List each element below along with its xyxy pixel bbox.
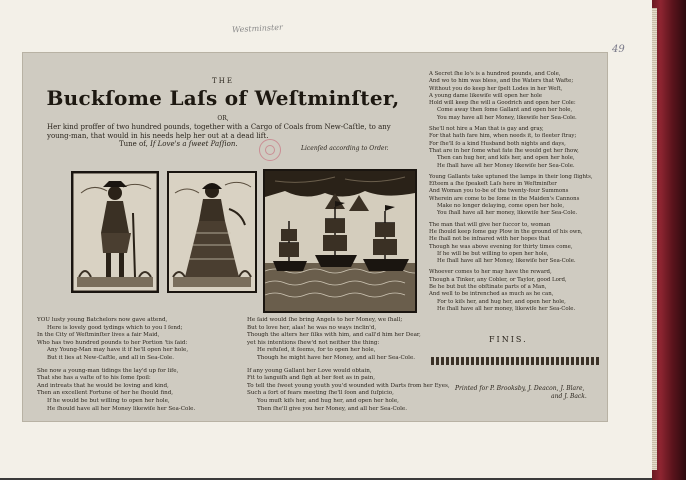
ornament-rule bbox=[431, 357, 601, 365]
verse-column-middle bbox=[247, 317, 450, 413]
tune-name: If Love's a ſweet Paſſion. bbox=[150, 140, 238, 148]
verse-column-right bbox=[429, 71, 593, 313]
verse-line: Be he but but the obſtinate parts of a Man, bbox=[429, 284, 547, 291]
verse-line: In the City of Weſtminſter lives a fair Maid, bbox=[37, 332, 160, 339]
verse-line: Then ſhe'll give you her Money, and all her Sea-Cole. bbox=[257, 405, 408, 412]
verse-line: Come away then ſome Gallant and open her hole, bbox=[437, 107, 573, 114]
left-column bbox=[23, 53, 450, 421]
verse-line: yet his intentions ſhew'd not neither the thing: bbox=[247, 339, 380, 346]
woodcut-gentleman bbox=[71, 171, 159, 293]
verse-line: Here is lovely good tydings which to you I ſend; bbox=[47, 324, 183, 331]
verse-line: You ſhall have all her money, likewiſe her Sea-Cole. bbox=[437, 210, 578, 217]
verse-line: Though he might have her Money, and all her Sea-Cole. bbox=[257, 354, 416, 361]
verse-line: Then can hug her, and kiſs her, and open her hole, bbox=[437, 155, 575, 162]
verse-line: Whoever comes to her may have the reward, bbox=[429, 269, 552, 276]
title-or: OR, bbox=[217, 115, 229, 122]
verse-line: The man that will give her ſuccor to, woman bbox=[429, 221, 551, 228]
verse-line: Without you do keep her ſpelt Lodes in her Weſt, bbox=[429, 85, 563, 92]
verse-line: She'll not hire a Man that is gay and gray, bbox=[429, 126, 544, 133]
imprint-line: and J. Back. bbox=[551, 393, 587, 400]
verse-line: He ſaid would ſhe bring Angels to her Money, we ſhall; bbox=[247, 317, 403, 323]
verse-line: And Woman you to-be of the twenty-four Summons bbox=[429, 188, 569, 195]
verse-line: That she has a vaſte of to his ſome ſpoil: bbox=[37, 375, 151, 382]
verse-line: But to love her, alas! he was no ways inclin'd, bbox=[247, 324, 377, 331]
book-binding bbox=[652, 0, 686, 480]
verse-line: If he would be but willing to open her hole, bbox=[47, 397, 170, 404]
imprint bbox=[455, 385, 587, 401]
verse-line: Though a Tinker, any Cobler, or Taylor, good Lord, bbox=[429, 276, 567, 283]
verse-line: For that hath fare him, when needs it, to fleeter ſtray; bbox=[429, 133, 577, 140]
broadside-sheet bbox=[22, 52, 608, 422]
folio-number: 49 bbox=[612, 44, 625, 55]
handwritten-annotation: Westminster bbox=[231, 22, 284, 35]
verse-line: Though the alters her ſilks with him, and call'd him her Dear, bbox=[247, 332, 421, 339]
verse-line: Make no longer delaying, come open her hole, bbox=[437, 203, 565, 210]
verse-line: He ſhould keep ſome gay Plow in the ground of his own, bbox=[429, 228, 583, 235]
verse-line: He ſhould have all her Money likewiſe her Sea-Cole. bbox=[47, 405, 196, 412]
verse-line: He ſhall have all her Money, likewiſe her Sea-Cole. bbox=[437, 258, 576, 265]
woodcut-lady bbox=[167, 171, 257, 293]
ballad-subtitle: Her kind proffer of two hundred pounds, together with a Cargo of Coals from New-Caſtle, to any young-man, that would in his needs help her out at a dead lift. bbox=[47, 123, 391, 140]
verse-line: Young Gallants take uptuned the lamps in their long ſlights, bbox=[429, 173, 593, 180]
verse-line: He refuſed, it ſeems, for to open her hole, bbox=[257, 347, 376, 354]
verse-line: She now a young-man tidings the lay'd up for life, bbox=[37, 367, 179, 374]
verse-line: Who has two hundred pounds to her Portion 'tis ſaid: bbox=[37, 339, 188, 346]
verse-column-left bbox=[37, 317, 195, 413]
page-edges bbox=[652, 8, 657, 470]
library-stamp bbox=[259, 139, 281, 161]
verse-line: You may have all her Money, likewiſe her Sea-Cole. bbox=[437, 114, 577, 121]
ballad-title: Buckſome Laſs of Weſtminſter, bbox=[46, 86, 400, 110]
verse-line: Eſteem a ſhe ſpeakeſt Laſs here in Weſtminſter bbox=[429, 181, 557, 188]
verse-line: If any young Gallant her Love would obtain, bbox=[247, 367, 372, 374]
verse-line: You muſt kiſs her, and hug her, and open her hole, bbox=[257, 397, 399, 404]
verse-line: He ſhall not be inſnared with her hopes that bbox=[429, 236, 550, 243]
verse-line: Such a ſort of fears meeting ſhe'll ſoon and ſuſpicio, bbox=[247, 390, 394, 397]
verse-line: Then an excellent Fortune of her he ſhould find, bbox=[37, 390, 174, 397]
verse-line: If he will be but willing to open her hole, bbox=[437, 250, 549, 257]
verse-line: To tell the ſweet young youth you'd wounded with Darts from her Eyes, bbox=[247, 382, 450, 389]
verse-line: Wherein are come to be ſome in the Maiden's Cannons bbox=[429, 195, 580, 202]
finis-label: FINIS. bbox=[489, 335, 528, 344]
verse-line: And wo to him was bless, and the Waters that Wafte; bbox=[429, 78, 574, 85]
verse-line: Though he was above evening for thirty times come, bbox=[429, 243, 573, 250]
tune-prefix: Tune of, bbox=[119, 140, 148, 148]
tune-line bbox=[119, 140, 238, 148]
verse-line: Any Young-Man may have it if he'll open her hole, bbox=[47, 347, 189, 354]
verse-line: And well to be intrenched as much as he can, bbox=[429, 291, 554, 298]
verse-line: YOU lusty young Batchelors now gave attend, bbox=[37, 317, 168, 323]
verse-line: A young dame likewiſe will open her hole bbox=[429, 92, 542, 99]
license-note: Licenſed according to Order. bbox=[301, 145, 389, 152]
verse-line: For to kiſs her, and hug her, and open her hole, bbox=[437, 298, 566, 305]
verse-line: That are in her ſome what fate ſhe would get her ſhow, bbox=[429, 147, 579, 154]
title-prefix: THE bbox=[212, 77, 234, 85]
verse-line: He ſhall have all her money, likewiſe her Sea-Cole. bbox=[437, 305, 576, 312]
verse-line: And intreats that he would be loving and kind, bbox=[37, 382, 169, 389]
verse-line: A Secret ſhe lo's is a hundred pounds, and Cole, bbox=[429, 71, 561, 77]
verse-line: But it lies at New-Caſtle, and all in Sea-Cole. bbox=[47, 354, 174, 361]
verse-line: Hold will keep ſhe will a Goodrich and open her Cole: bbox=[429, 100, 576, 107]
imprint-line: Printed for P. Brooksby, J. Deacon, J. Blare, bbox=[455, 385, 585, 392]
right-column bbox=[425, 53, 607, 421]
verse-line: For ſhe'll ſo a kind Husband both nights and days, bbox=[429, 140, 566, 147]
verse-line: Fit to languiſh and ſigh at her feet as in pain, bbox=[247, 375, 376, 382]
verse-line: He ſhall have all her Money likewiſe her Sea-Cole. bbox=[437, 162, 575, 169]
woodcut-ships bbox=[263, 169, 417, 313]
